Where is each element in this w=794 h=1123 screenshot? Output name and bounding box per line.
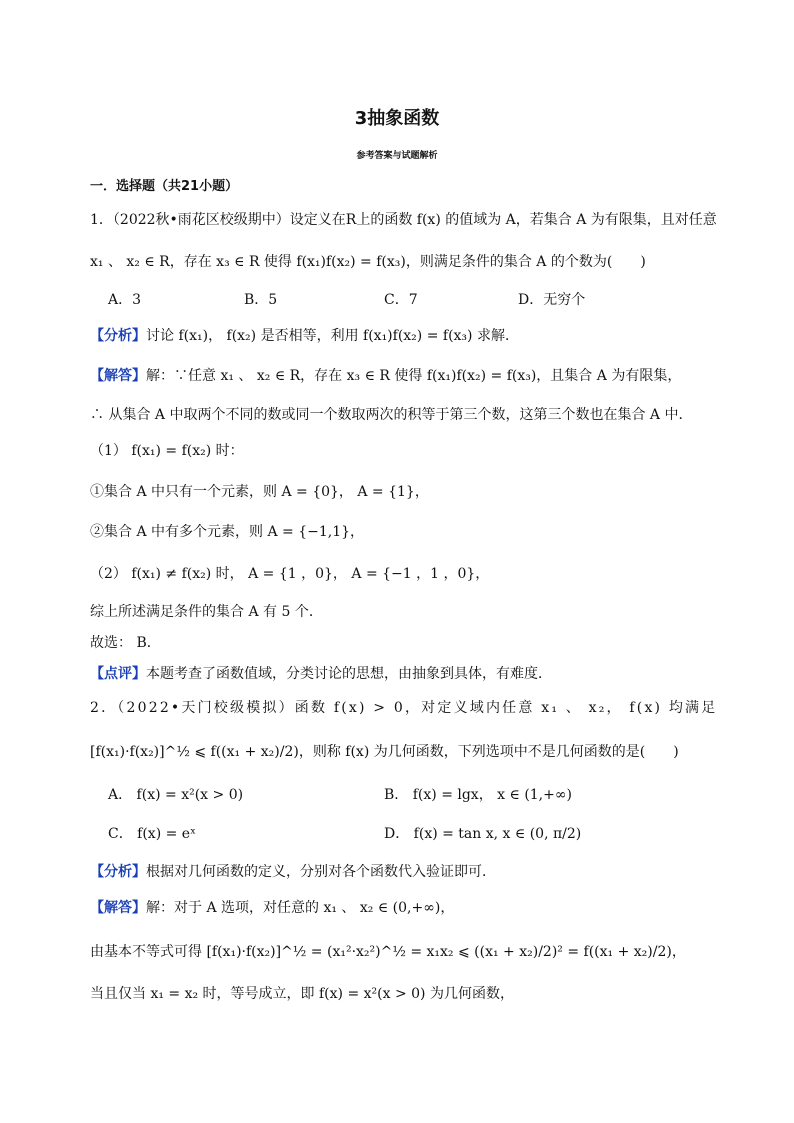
q2-analysis [90,862,496,882]
q1-answer-line2: ∴ 从集合 A 中取两个不同的数或同一个数取两次的积等于第三个数，这第三个数也在集合 A 中． [90,407,693,423]
q2-answer-line1 [90,898,454,918]
q2-answer-line3: 当且仅当 x₁ = x₂ 时，等号成立，即 f(x) = x²(x > 0) 为几何函数， [90,986,514,1002]
q2-option-b: B． f(x) = lgx， x ∈ (1,+∞) [384,787,572,803]
q1-stem-line1: 1．（2022秋•雨花区校级期中）设定义在R上的函数 f(x) 的值域为 A，若集合 A 为有限集，且对任意 [90,212,717,228]
page-subtitle: 参考答案与试题解析 [356,151,438,161]
page-title: 3抽象函数 [354,108,440,129]
q1-option-c: C．7 [384,292,418,308]
q1-analysis [90,326,519,346]
q1-option-a: A．3 [108,292,142,308]
q2-answer-text1: 解：对于 A 选项，对任意的 x₁ 、 x₂ ∈ (0,+∞)， [146,900,455,916]
q2-option-c: C． f(x) = eˣ [108,826,197,842]
q2-analysis-text: 根据对几何函数的定义，分别对各个函数代入验证即可． [146,864,496,880]
comment-tag: 【点评】 [90,666,146,682]
q2-stem-line1: 2．（2022•天门校级模拟）函数 f(x) > 0，对定义域内任意 x₁ 、 x₂， f(x) 均满足 [90,700,718,716]
q1-comment [90,664,552,684]
analysis-tag: 【分析】 [90,328,146,344]
q2-option-d: D． f(x) = tan x, x ∈ (0, π/2) [384,826,582,842]
q1-stem-line2: x₁ 、 x₂ ∈ R，存在 x₃ ∈ R 使得 f(x₁)f(x₂) = f(x₃)，则满足条件的集合 A 的个数为( ) [90,254,646,270]
analysis-tag: 【分析】 [90,864,146,880]
q1-answer-line6: （2） f(x₁) ≠ f(x₂) 时， A = {1 ，0}， A = {−1 ，1 ，0}， [90,566,490,582]
q1-option-b: B．5 [244,292,278,308]
q1-analysis-text: 讨论 f(x₁)， f(x₂) 是否相等，利用 f(x₁)f(x₂) = f(x₃) 求解． [146,328,519,344]
q1-answer-line1 [90,366,681,386]
answer-tag: 【解答】 [90,900,146,916]
q1-answer-line5: ②集合 A 中有多个元素，则 A = {−1,1}， [90,524,365,540]
q2-stem-line2: [f(x₁)·f(x₂)]^½ ⩽ f((x₁ + x₂)/2)，则称 f(x) 为几何函数，下列选项中不是几何函数的是( ) [90,744,679,760]
q1-answer-text1: 解：∵任意 x₁ 、 x₂ ∈ R，存在 x₃ ∈ R 使得 f(x₁)f(x₂) = f(x₃)，且集合 A 为有限集， [146,368,682,384]
q2-answer-line2: 由基本不等式可得 [f(x₁)·f(x₂)]^½ = (x₁²·x₂²)^½ = x₁x₂ ⩽ ((x₁ + x₂)/2)² = f((x₁ + x₂)/2)， [90,944,686,960]
q1-answer-line4: ①集合 A 中只有一个元素，则 A = {0}， A = {1}， [90,484,429,500]
q1-answer-line8: 故选： B． [90,635,161,651]
q1-comment-text: 本题考查了函数值域，分类讨论的思想，由抽象到具体，有难度． [146,666,552,682]
section-heading: 一．选择题（共21小题） [90,179,239,194]
q1-answer-line7: 综上所述满足条件的集合 A 有 5 个． [90,604,323,620]
q2-option-a: A． f(x) = x²(x > 0) [108,787,244,803]
q1-answer-line3: （1） f(x₁) = f(x₂) 时： [90,443,244,459]
answer-tag: 【解答】 [90,368,146,384]
q1-option-d: D．无穷个 [518,292,586,308]
